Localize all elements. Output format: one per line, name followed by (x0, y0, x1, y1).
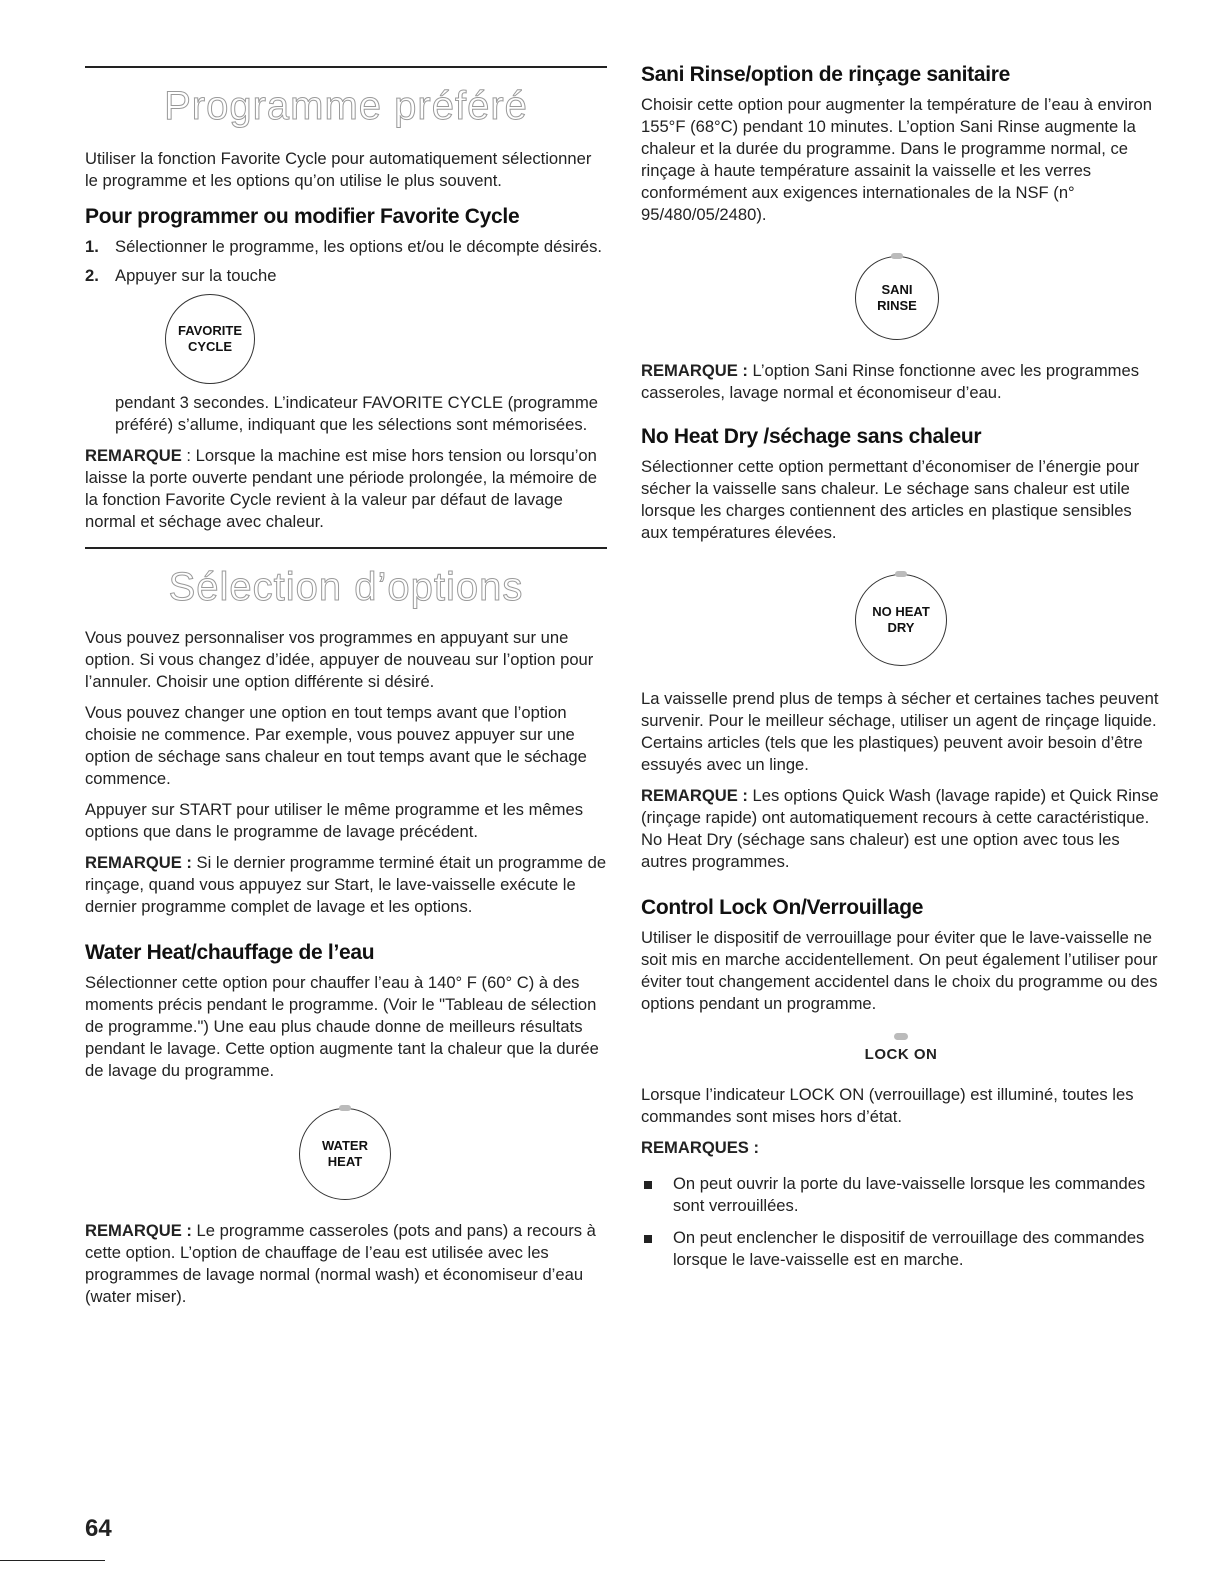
sani-rinse-paragraph: Choisir cette option pour augmenter la température de l’eau à environ 155°F (68°C) pendant 10 minutes. L’option Sani Rinse augmente la chaleur et la durée du programme. Dans le programme normal, ce rinçage à haute température assainit la vaisselle et les verres conformément aux exigences internationales de la NSF (n° 95/480/05/2480). (641, 95, 1153, 224)
page-number: 64 (85, 1515, 112, 1542)
bullet-icon (644, 1235, 652, 1243)
list-item: 2. Appuyer sur la touche (85, 266, 277, 285)
options-title: Sélection d’options (168, 565, 524, 609)
list-item: On peut enclencher le dispositif de verrouillage des commandes lorsque le lave-vaisselle est en marche. (641, 1227, 1161, 1271)
no-heat-dry-heading: No Heat Dry /séchage sans chaleur (641, 425, 982, 448)
lock-on-control[interactable]: LOCK ON (865, 1033, 938, 1063)
control-lock-heading: Control Lock On/Verrouillage (641, 896, 924, 919)
no-heat-dry-note: REMARQUE : Les options Quick Wash (lavage rapide) et Quick Rinse (rinçage rapide) ont automatiquement recours à cette caractéristique. No Heat Dry (séchage sans chaleur) est une option avec tous les autres programmes. (641, 786, 1159, 871)
water-heat-note: REMARQUE : Le programme casseroles (pots and pans) a recours à cette option. L’option de chauffage de l’eau est utilisée avec les programmes de lavage normal (normal wash) et économiseur d’eau (water miser). (85, 1221, 596, 1306)
options-note: REMARQUE : Si le dernier programme terminé était un programme de rinçage, quand vous appuyez sur Start, le lave-vaisselle exécute le dernier programme complet de lavage et les options. (85, 853, 607, 916)
favorite-cycle-title: Programme préféré (164, 84, 528, 128)
indicator-light-icon (891, 253, 903, 259)
options-paragraph-1: Vous pouvez personnaliser vos programmes en appuyant sur une option. Si vous changez d’idée, appuyer de nouveau sur l’option pour l’annuler. Choisir une option différente si désiré. (85, 628, 594, 691)
favorite-intro: Utiliser la fonction Favorite Cycle pour automatiquement sélectionner le programme et les options qu’on utilise le plus souvent. (85, 149, 592, 190)
favorite-cycle-button[interactable]: FAVORITE CYCLE (165, 294, 255, 384)
list-item: 1. Sélectionner le programme, les options et/ou le décompte désirés. (85, 237, 603, 256)
remarks-label: REMARQUES : (641, 1138, 760, 1157)
water-heat-heading: Water Heat/chauffage de l’eau (85, 941, 375, 964)
favorite-note: REMARQUE : Lorsque la machine est mise hors tension ou lorsqu’on laisse la porte ouverte pendant une période prolongée, la mémoire de la fonction Favorite Cycle revient à la valeur par défaut de lavage normal et séchage avec chaleur. (85, 446, 597, 531)
indicator-light-icon (894, 1033, 908, 1040)
indicator-light-icon (339, 1105, 351, 1111)
favorite-program-heading: Pour programmer ou modifier Favorite Cycle (85, 205, 520, 228)
footer-rule (0, 1560, 105, 1561)
water-heat-paragraph: Sélectionner cette option pour chauffer l’eau à 140° F (60° C) à des moments précis pendant le programme. (Voir le "Tableau de sélection de programme.") Une eau plus chaude donne de meilleurs résultats pendant le lavage. Cette option augmente tant la chaleur que la durée de lavage du programme. (85, 973, 599, 1080)
sani-rinse-button[interactable]: SANI RINSE (855, 256, 939, 340)
favorite-after-text: pendant 3 secondes. L’indicateur FAVORITE CYCLE (programme préféré) s’allume, indiquant que les sélections sont mémorisées. (115, 393, 598, 434)
options-paragraph-2: Vous pouvez changer une option en tout temps avant que l’option choisie ne commence. Par exemple, vous pouvez appuyer sur une option de séchage sans chaleur en tout temps avant que le séchage commence. (85, 703, 587, 788)
no-heat-dry-paragraph: Sélectionner cette option permettant d’économiser de l’énergie pour sécher la vaisselle sans chaleur. Le séchage sans chaleur est utile lorsque les charges contiennent des articles en plastique sensibles aux températures élevées. (641, 457, 1140, 542)
favorite-steps-list (85, 236, 607, 287)
indicator-light-icon (895, 571, 907, 577)
right-column (641, 62, 1161, 1281)
control-lock-paragraph-2: Lorsque l’indicateur LOCK ON (verrouillage) est illuminé, toutes les commandes sont mises hors d’état. (641, 1085, 1134, 1126)
remarks-list (641, 1173, 1161, 1271)
section-rule (85, 66, 607, 68)
section-rule (85, 547, 607, 549)
no-heat-dry-button[interactable]: NO HEAT DRY (855, 574, 947, 666)
no-heat-dry-paragraph-2: La vaisselle prend plus de temps à sécher et certaines taches peuvent survenir. Pour le meilleur séchage, utiliser un agent de rinçage liquide. Certains articles (tels que les plastiques) peuvent avoir besoin d’être essuyés avec un linge. (641, 689, 1159, 774)
options-paragraph-3: Appuyer sur START pour utiliser le même programme et les mêmes options que dans le programme de lavage précédent. (85, 800, 583, 841)
sani-rinse-note: REMARQUE : L’option Sani Rinse fonctionne avec les programmes casseroles, lavage normal et économiseur d’eau. (641, 361, 1140, 402)
control-lock-paragraph: Utiliser le dispositif de verrouillage pour éviter que le lave-vaisselle ne soit mis en marche accidentellement. On peut également l’utiliser pour éviter tout changement accidentel dans le choix du programme ou des options pendant un programme. (641, 928, 1158, 1013)
list-item: On peut ouvrir la porte du lave-vaisselle lorsque les commandes sont verrouillées. (641, 1173, 1161, 1217)
bullet-icon (644, 1181, 652, 1189)
left-column (85, 0, 607, 1317)
water-heat-button[interactable]: WATER HEAT (299, 1108, 391, 1200)
sani-rinse-heading: Sani Rinse/option de rinçage sanitaire (641, 63, 1011, 86)
